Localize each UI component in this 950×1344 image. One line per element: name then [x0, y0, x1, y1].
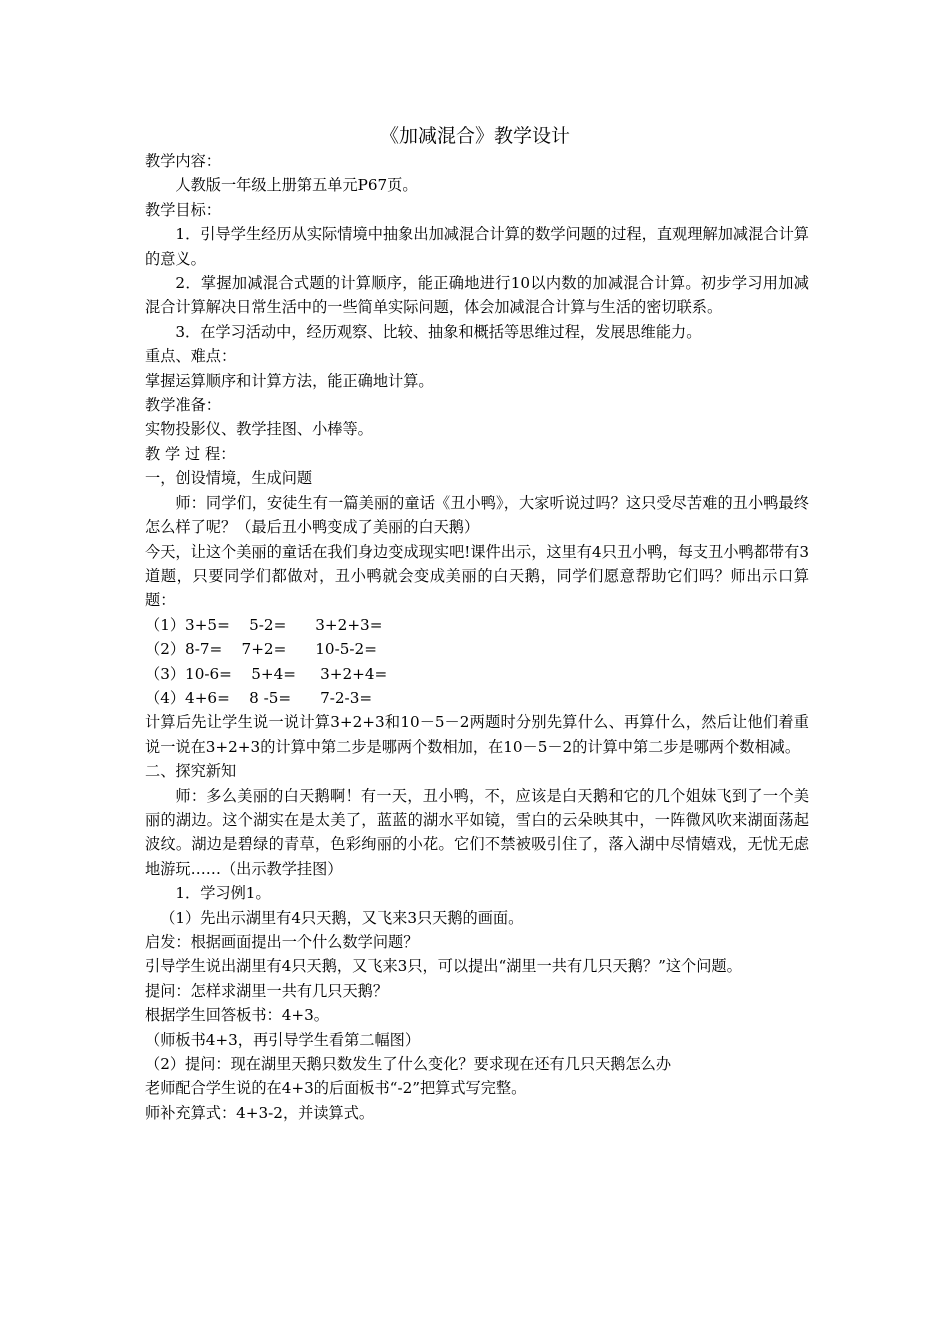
- document-title: 《加减混合》教学设计: [379, 125, 570, 147]
- paragraph: 引导学生说出湖里有4只天鹅，又飞来3只，可以提出“湖里一共有几只天鹅？”这个问题。: [145, 957, 742, 976]
- paragraph: 二、探究新知: [145, 762, 237, 781]
- paragraph: 2．掌握加减混合式题的计算顺序，能正确地进行10以内数的加减混合计算。初步学习用加减混合计算解决日常生活中的一些简单实际问题，体会加减混合计算与生活的密切联系。: [145, 274, 809, 317]
- paragraph: 3．在学习活动中，经历观察、比较、抽象和概括等思维过程，发展思维能力。: [175, 322, 702, 341]
- paragraph: （3）10-6= 5+4= 3+2+4=: [145, 664, 388, 683]
- paragraph: 教学目标：: [145, 200, 221, 219]
- paragraph: 教学内容：: [145, 152, 221, 170]
- paragraph: 一，创设情境，生成问题: [145, 469, 313, 488]
- paragraph: （1）3+5= 5-2= 3+2+3=: [145, 615, 383, 634]
- paragraph: （2）8-7= 7+2= 10-5-2=: [145, 640, 377, 659]
- paragraph: 掌握运算顺序和计算方法，能正确地计算。: [145, 371, 434, 390]
- paragraph: 计算后先让学生说一说计算3+2+3和10－5－2两题时分别先算什么、再算什么，然后让他们着重说一说在3+2+3的计算中第二步是哪两个数相加，在10－5－2的计算中第二步是哪两个数相减。: [145, 713, 809, 756]
- paragraph: 根据学生回答板书：4+3。: [145, 1006, 329, 1025]
- paragraph: （师板书4+3，再引导学生看第二幅图）: [145, 1030, 421, 1049]
- paragraph: （2）提问：现在湖里天鹅只数发生了什么变化？要求现在还有几只天鹅怎么办: [145, 1055, 672, 1074]
- paragraph: 教 学 过 程：: [145, 444, 236, 463]
- paragraph: 1．学习例1。: [175, 884, 271, 903]
- paragraph: 人教版一年级上册第五单元P67页。: [175, 176, 418, 195]
- paragraph: 师：同学们，安徒生有一篇美丽的童话《丑小鸭》，大家听说过吗？这只受尽苦难的丑小鸭最终怎么样了呢？（最后丑小鸭变成了美丽的白天鹅）: [145, 493, 809, 537]
- paragraph: （4）4+6= 8 -5= 7-2-3=: [145, 688, 373, 707]
- paragraph: 实物投影仪、教学挂图、小棒等。: [145, 420, 373, 439]
- paragraph: 师：多么美丽的白天鹅啊！有一天，丑小鸭，不，应该是白天鹅和它的几个姐妹飞到了一个美丽的湖边。这个湖实在是太美了，蓝蓝的湖水平如镜，雪白的云朵映其中，一阵微风吹来湖面荡起波纹。湖边是碧绿的青草，色彩绚丽的小花。它们不禁被吸引住了，落入湖中尽情嬉戏，无忧无虑地游玩……（出示教学挂图）: [145, 786, 809, 878]
- paragraph: 启发：根据画面提出一个什么数学问题？: [145, 933, 419, 951]
- paragraph: 提问：怎样求湖里一共有几只天鹅？: [145, 981, 388, 1000]
- paragraph: 重点、难点：: [145, 347, 237, 366]
- paragraph: 教学准备：: [145, 396, 221, 415]
- paragraph: 今天，让这个美丽的童话在我们身边变成现实吧!课件出示，这里有4只丑小鸭，每支丑小鸭都带有3道题，只要同学们都做对，丑小鸭就会变成美丽的白天鹅，同学们愿意帮助它们吗？师出示口算题：: [145, 542, 809, 610]
- paragraph: 老师配合学生说的在4+3的后面板书“-2”把算式写完整。: [145, 1079, 527, 1098]
- paragraph: 1．引导学生经历从实际情境中抽象出加减混合计算的数学问题的过程，直观理解加减混合计算的意义。: [145, 225, 809, 268]
- document-body: [145, 149, 809, 1125]
- paragraph: 师补充算式：4+3-2，并读算式。: [145, 1103, 375, 1122]
- paragraph: （1）先出示湖里有4只天鹅，又飞来3只天鹅的画面。: [160, 908, 524, 927]
